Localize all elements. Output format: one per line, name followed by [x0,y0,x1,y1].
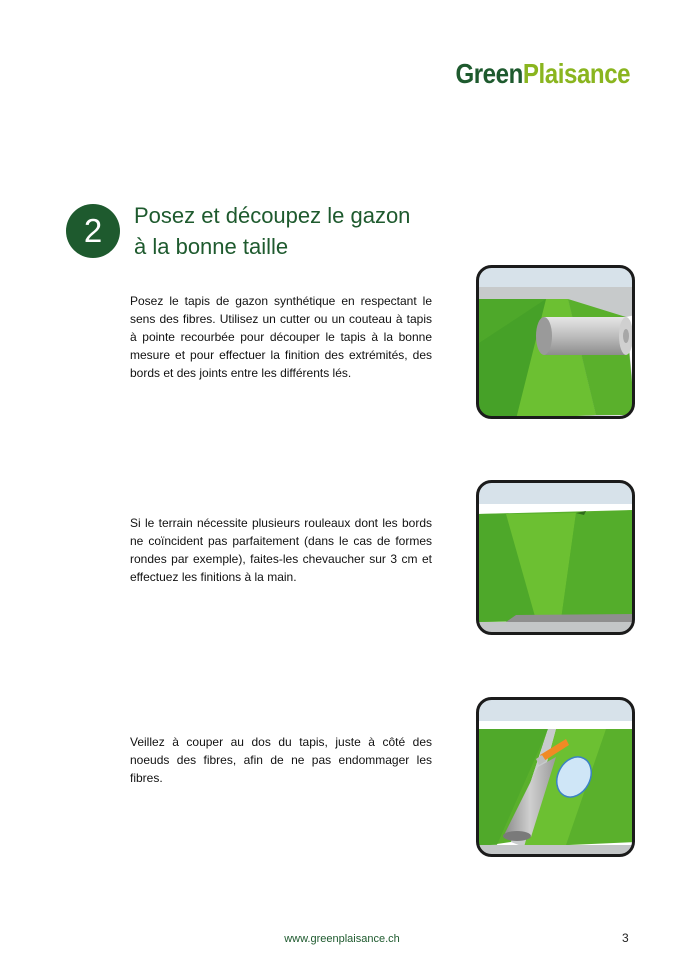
step-1-text: Posez le tapis de gazon synthétique en respectant le sens des fibres. Utilisez un cutter ou un couteau à tapis à pointe recourbée pour découper le tapis à la bonne mesure et pour effectuer la finition des extrémités, des bords et des joints entre les différents lés. [130,294,432,380]
section-number-badge: 2 [66,204,120,258]
step-3-text: Veillez à couper au dos du tapis, juste à côté des noeuds des fibres, afin de ne pas endommager les fibres. [130,735,432,785]
overlap-turf-illustration [476,480,635,635]
footer-website-url[interactable]: www.greenplaisance.ch [284,933,400,945]
page-number: 3 [622,931,629,945]
cutting-backing-illustration [476,697,635,857]
logo-word-green: Green [455,58,523,89]
logo-word-plaisance: Plaisance [522,58,630,89]
rolling-turf-illustration [476,265,635,419]
section-title [134,200,454,262]
section-title-line-2: à la bonne taille [134,234,289,259]
step-2-text: Si le terrain nécessite plusieurs rouleaux dont les bords ne coïncident pas parfaitement (dans le cas de formes rondes par exemple), faites-les chevaucher sur 3 cm et effectuez les finitions à la main. [130,516,432,584]
section-title-line-1: Posez et découpez le gazon [134,203,411,228]
brand-logo [455,58,630,90]
